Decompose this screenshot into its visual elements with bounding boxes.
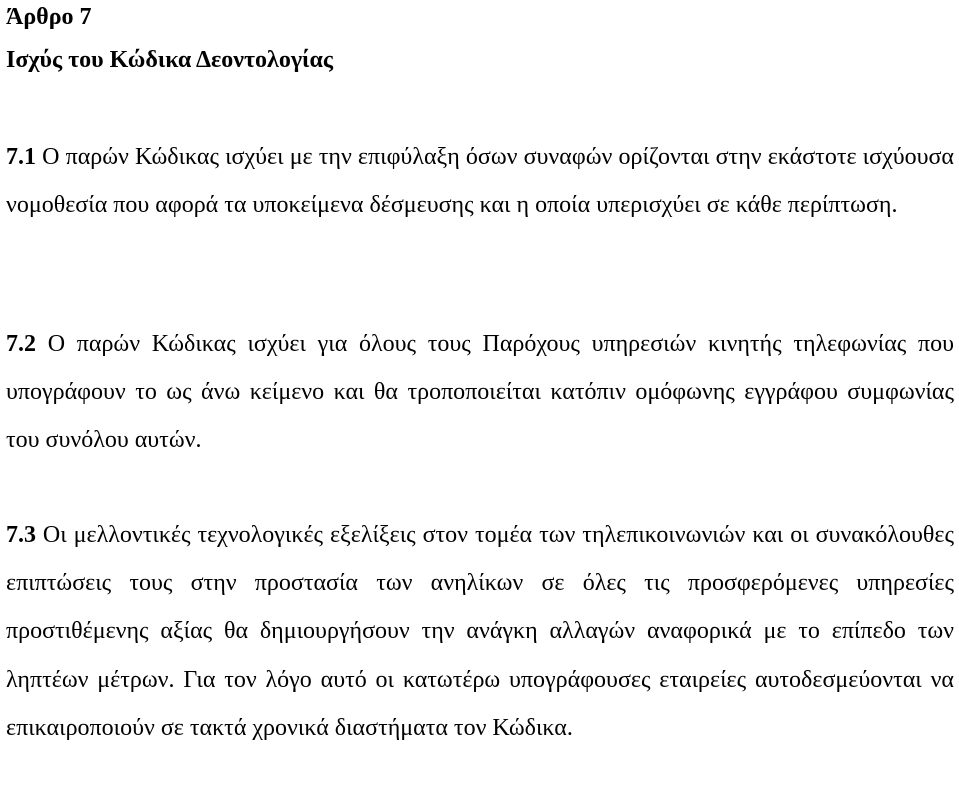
paragraph-7-3 [6, 511, 954, 752]
paragraph-number: 7.3 [6, 522, 36, 548]
article-title: Ισχύς του Κώδικα Δεοντολογίας [6, 47, 333, 73]
paragraph-text: Οι μελλοντικές τεχνολογικές εξελίξεις στον τομέα των τηλεπικοινωνιών και οι συνακόλουθες επιπτώσεις τους στην προστασία των ανηλίκων σε όλες τις προσφερόμενες υπηρεσίες προστιθέμενης αξίας θα δημιουργήσουν την ανάγκη αλλαγών αναφορικά με το επίπεδο των ληπτέων μέτρων. Για τον λόγο αυτό οι κατωτέρω υπογράφουσες εταιρείες αυτοδεσμεύονται να επικαιροποιούν σε τακτά χρονικά διαστήματα τον Κώδικα. [6, 522, 954, 741]
paragraph-text: Ο παρών Κώδικας ισχύει για όλους τους Παρόχους υπηρεσιών κινητής τηλεφωνίας που υπογράφουν το ως άνω κείμενο και θα τροποποιείται κατόπιν ομόφωνης εγγράφου συμφωνίας του συνόλου αυτών. [6, 331, 954, 454]
paragraph-number: 7.1 [6, 144, 36, 170]
paragraph-number: 7.2 [6, 331, 36, 357]
paragraph-text: Ο παρών Κώδικας ισχύει με την επιφύλαξη όσων συναφών ορίζονται στην εκάστοτε ισχύουσα νομοθεσία που αφορά τα υποκείμενα δέσμευσης και η οποία υπερισχύει σε κάθε περίπτωση. [6, 144, 954, 219]
paragraph-7-1 [6, 133, 954, 229]
article-number: Άρθρο 7 [6, 4, 92, 30]
paragraph-7-2 [6, 320, 954, 465]
